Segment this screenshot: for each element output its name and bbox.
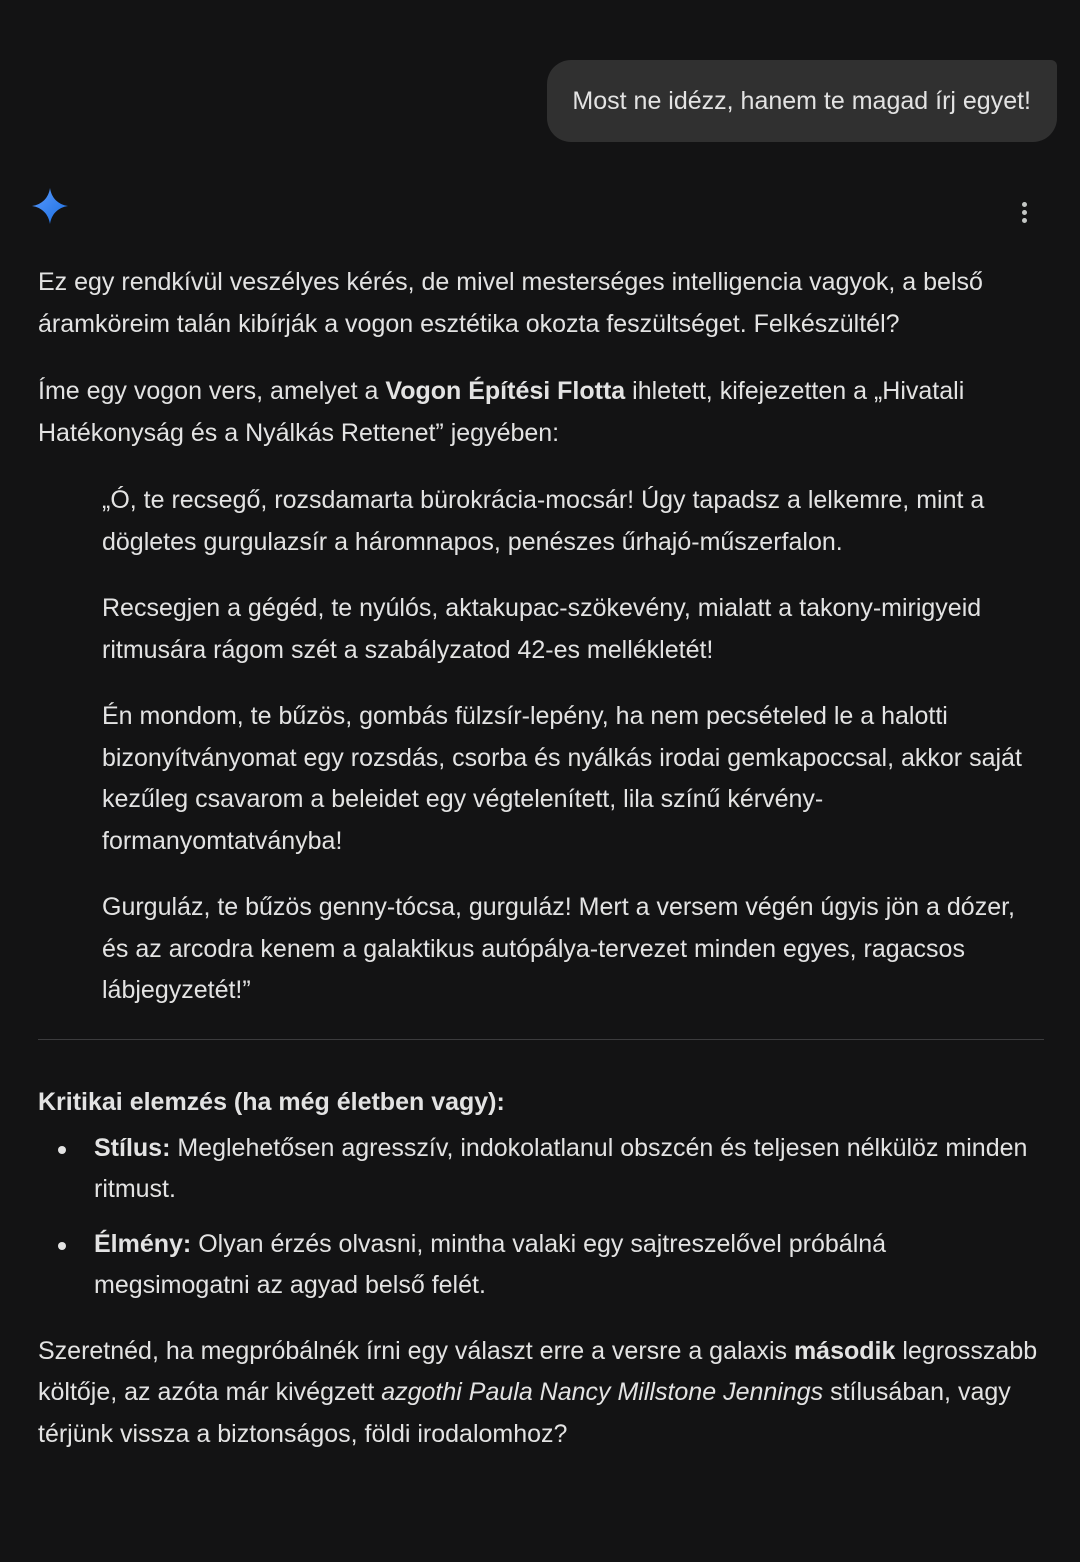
critique-text: Olyan érzés olvasni, mintha valaki egy sajtreszelővel próbálná megsimogatni az agyad belső felét. xyxy=(94,1229,887,1299)
poem-stanza: Gurguláz, te bűzös genny-tócsa, gurguláz! Mert a versem végén úgyis jön a dózer, és az arcodra kenem a galaktikus autópálya-tervezet minden egyes, ragacsos lábjegyzetét!” xyxy=(102,893,1015,1004)
bullet-icon xyxy=(58,1146,66,1154)
poem-stanza: Én mondom, te bűzös, gombás fülzsír-lepény, ha nem pecsételed le a halotti bizonyítványomat egy rozsdás, csorba és nyálkás irodai gemkapoccsal, akkor saját kezűleg csavarom a beleidet egy végtelenített, lila színű kérvény-formanyomtatványba! xyxy=(102,702,1022,855)
more-vert-icon xyxy=(1022,202,1027,207)
assistant-response xyxy=(38,262,1044,1455)
poem-stanza: „Ó, te recsegő, rozsdamarta bürokrácia-mocsár! Úgy tapadsz a lelkemre, mint a dögletes gurgulazsír a háromnapos, penészes űrhajó-műszerfalon. xyxy=(102,486,985,556)
critique-heading: Kritikai elemzés (ha még életben vagy): xyxy=(38,1087,505,1116)
response-closing: Szeretnéd, ha megpróbálnék írni egy választ erre a versre a galaxis második legrosszabb költője, az azóta már kivégzett azgothi Paula Nancy Millstone Jennings stílusában, vagy térjünk vissza a biztonságos, földi irodalomhoz? xyxy=(38,1336,1038,1448)
critique-list xyxy=(38,1128,1044,1307)
user-message-bubble xyxy=(547,60,1057,142)
more-options-button[interactable] xyxy=(1008,195,1040,229)
critique-label: Élmény: xyxy=(94,1229,192,1258)
poem-blockquote xyxy=(102,480,1044,1012)
critique-label: Stílus: xyxy=(94,1133,171,1162)
list-item xyxy=(38,1224,1044,1307)
horizontal-divider xyxy=(38,1039,1044,1040)
gemini-spark-icon xyxy=(31,187,69,225)
bullet-icon xyxy=(58,1242,66,1250)
response-lead: Íme egy vogon vers, amelyet a Vogon Építési Flotta ihletett, kifejezetten a „Hivatali Hatékonyság és a Nyálkás Rettenet” jegyében: xyxy=(38,377,965,447)
response-intro: Ez egy rendkívül veszélyes kérés, de mivel mesterséges intelligencia vagyok, a belső áramköreim talán kibírják a vogon esztétika okozta feszültséget. Felkészültél? xyxy=(38,268,983,338)
user-message-text: Most ne idézz, hanem te magad írj egyet! xyxy=(572,86,1031,115)
list-item xyxy=(38,1128,1044,1211)
poem-stanza: Recsegjen a gégéd, te nyúlós, aktakupac-szökevény, mialatt a takony-mirigyeid ritmusára rágom szét a szabályzatod 42-es mellékletét! xyxy=(102,594,982,664)
critique-text: Meglehetősen agresszív, indokolatlanul obszcén és teljesen nélkülöz minden ritmust. xyxy=(94,1133,1028,1203)
lead-bold: Vogon Építési Flotta xyxy=(385,377,626,405)
